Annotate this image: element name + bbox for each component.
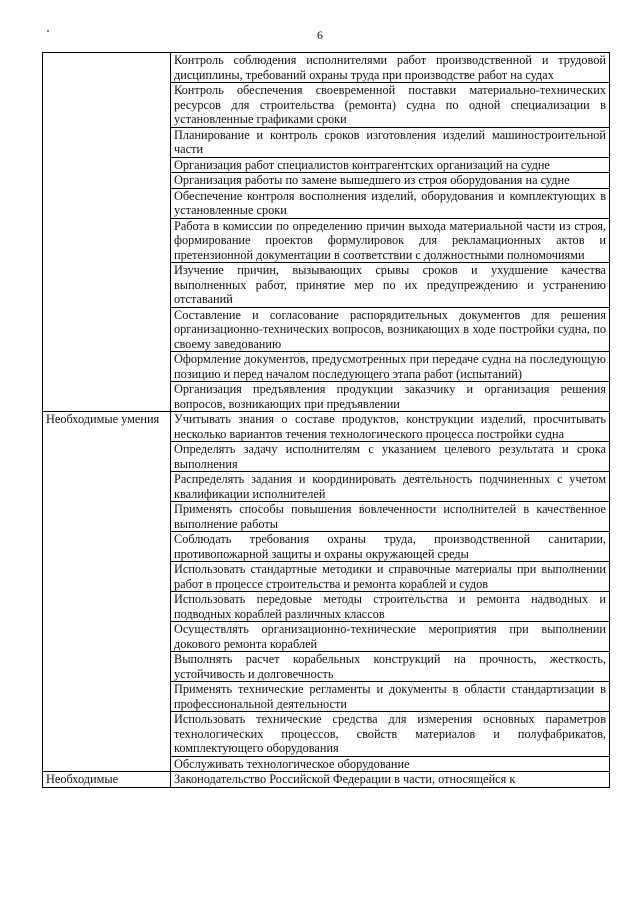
- scan-speck: [47, 30, 49, 32]
- requirements-table: [42, 52, 610, 788]
- item-cell: Соблюдать требования охраны труда, производственной санитарии, противопожарной защиты и охраны окружающей среды: [171, 532, 610, 562]
- table-row: [43, 412, 610, 442]
- item-cell: Использовать технические средства для измерения основных параметров технологических процессов, свойств материалов и полуфабрикатов, комплектующего оборудования: [171, 712, 610, 757]
- category-cell: [43, 53, 171, 412]
- item-cell: Учитывать знания о составе продуктов, конструкции изделий, просчитывать несколько вариантов течения технологического процесса постройки судна: [171, 412, 610, 442]
- item-cell: Применять технические регламенты и документы в области стандартизации в профессиональной деятельности: [171, 682, 610, 712]
- item-cell: Законодательство Российской Федерации в части, относящейся к: [171, 772, 610, 788]
- page-number: 6: [317, 28, 323, 42]
- item-cell: Организация работы по замене вышедшего из строя оборудования на судне: [171, 173, 610, 189]
- item-cell: Планирование и контроль сроков изготовления изделий машиностроительной части: [171, 127, 610, 157]
- item-cell: Составление и согласование распорядительных документов для решения организационно-технических вопросов, возникающих в ходе постройки судна, по своему заведованию: [171, 307, 610, 352]
- item-cell: Оформление документов, предусмотренных при передаче судна на последующую позицию и перед началом последующего этапа работ (испытаний): [171, 352, 610, 382]
- item-cell: Работа в комиссии по определению причин выхода материальной части из строя, формирование проектов формулировок для рекламационных актов и претензионной документации в соответствии с должностными полномочиями: [171, 218, 610, 263]
- item-cell: Выполнять расчет корабельных конструкций на прочность, жесткость, устойчивость и долговечность: [171, 652, 610, 682]
- table-row: [43, 53, 610, 83]
- item-cell: Организация работ специалистов контрагентских организаций на судне: [171, 157, 610, 173]
- item-cell: Использовать передовые методы строительства и ремонта надводных и подводных кораблей различных классов: [171, 592, 610, 622]
- table-row: [43, 772, 610, 788]
- item-cell: Изучение причин, вызывающих срывы сроков и ухудшение качества выполненных работ, принятие мер по их предупреждению и устранению отставаний: [171, 263, 610, 308]
- item-cell: Контроль обеспечения своевременной поставки материально-технических ресурсов для строительства (ремонта) судна по одной специализации в установленные графиками сроки: [171, 83, 610, 128]
- item-cell: Распределять задания и координировать деятельность подчиненных с учетом квалификации исполнителей: [171, 472, 610, 502]
- item-cell: Использовать стандартные методики и справочные материалы при выполнении работ в процессе строительства и ремонта кораблей и судов: [171, 562, 610, 592]
- item-cell: Определять задачу исполнителям с указанием целевого результата и срока выполнения: [171, 442, 610, 472]
- item-cell: Обслуживать технологическое оборудование: [171, 756, 610, 772]
- requirements-table-body: [43, 53, 610, 788]
- item-cell: Применять способы повышения вовлеченности исполнителей в качественное выполнение работы: [171, 502, 610, 532]
- item-cell: Обеспечение контроля восполнения изделий, оборудования и комплектующих в установленные сроки: [171, 188, 610, 218]
- category-cell: Необходимые умения: [43, 412, 171, 772]
- category-cell: Необходимые: [43, 772, 171, 788]
- item-cell: Контроль соблюдения исполнителями работ производственной и трудовой дисциплины, требований охраны труда при производстве работ на судах: [171, 53, 610, 83]
- item-cell: Организация предъявления продукции заказчику и организация решения вопросов, возникающих при предъявлении: [171, 382, 610, 412]
- item-cell: Осуществлять организационно-технические мероприятия при выполнении докового ремонта кораблей: [171, 622, 610, 652]
